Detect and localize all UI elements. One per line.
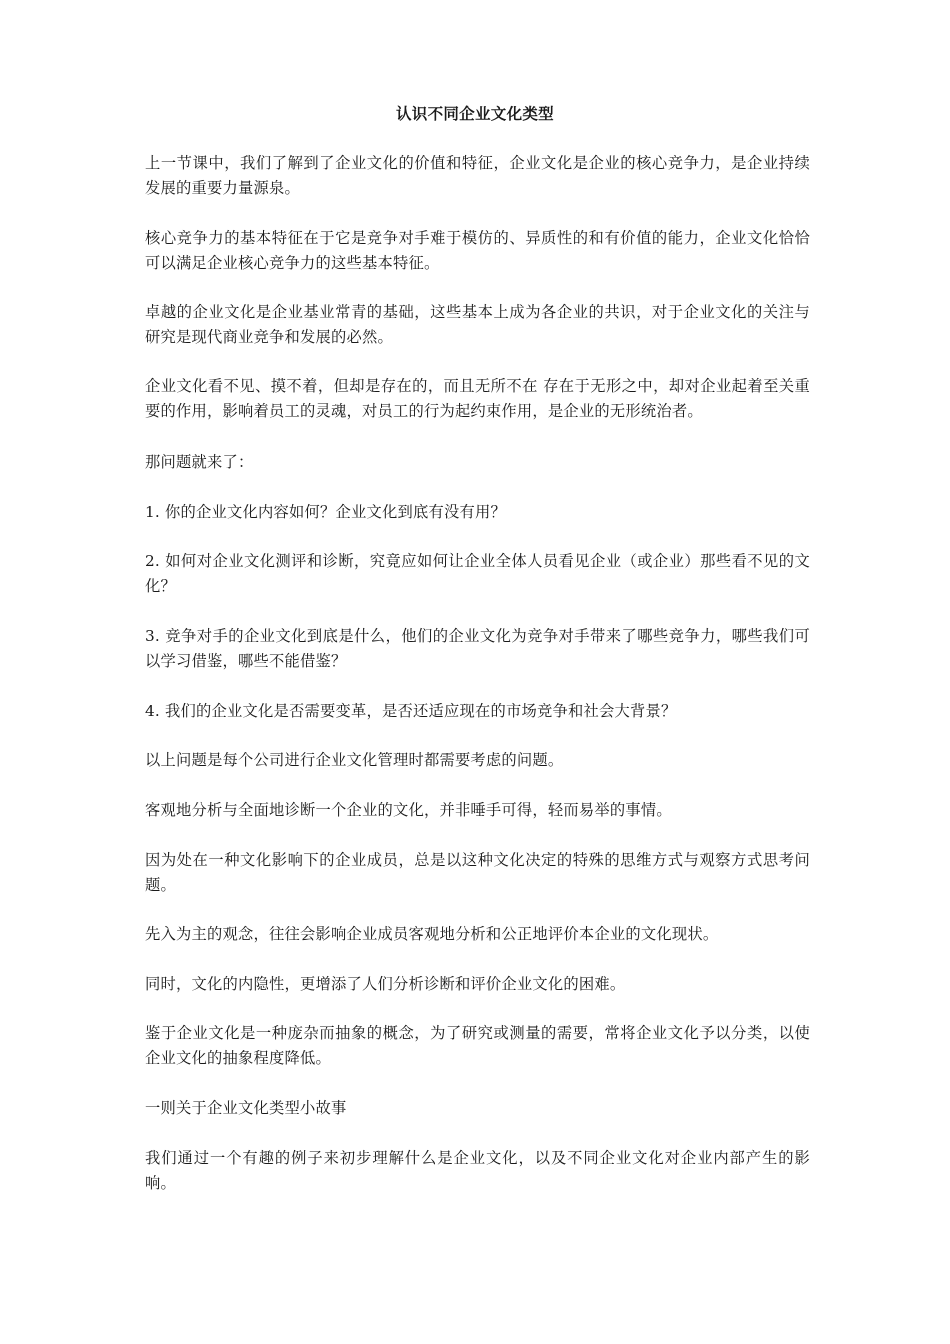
paragraph-objective-analysis: 客观地分析与全面地诊断一个企业的文化，并非唾手可得，轻而易举的事情。 xyxy=(145,801,672,819)
list-item-question-2: 2. 如何对企业文化测评和诊断，究竟应如何让企业全体人员看见企业（或企业）那些看不见的文化？ xyxy=(145,552,810,595)
paragraph-question-intro: 那问题就来了： xyxy=(145,453,254,471)
paragraph-story-intro: 我们通过一个有趣的例子来初步理解什么是企业文化，以及不同企业文化对企业内部产生的影响。 xyxy=(145,1149,810,1192)
list-item-question-3: 3. 竞争对手的企业文化到底是什么，他们的企业文化为竞争对手带来了哪些竞争力，哪些我们可以学习借鉴，哪些不能借鉴？ xyxy=(145,627,810,670)
paragraph-questions-summary: 以上问题是每个公司进行企业文化管理时都需要考虑的问题。 xyxy=(145,751,564,769)
paragraph-invisible-culture: 企业文化看不见、摸不着，但却是存在的，而且无所不在 存在于无形之中，却对企业起着至关重要的作用，影响着员工的灵魂，对员工的行为起约束作用，是企业的无形统治者。 xyxy=(145,377,810,420)
document-title: 认识不同企业文化类型 xyxy=(395,105,554,123)
paragraph-classification: 鉴于企业文化是一种庞杂而抽象的概念，为了研究或测量的需要，常将企业文化予以分类，以使企业文化的抽象程度降低。 xyxy=(145,1024,810,1067)
list-item-question-4: 4. 我们的企业文化是否需要变革，是否还适应现在的市场竞争和社会大背景？ xyxy=(145,702,677,720)
paragraph-preconception: 先入为主的观念，往往会影响企业成员客观地分析和公正地评价本企业的文化现状。 xyxy=(145,925,719,943)
paragraph-excellent-culture: 卓越的企业文化是企业基业常青的基础，这些基本上成为各企业的共识，对于企业文化的关注与研究是现代商业竞争和发展的必然。 xyxy=(145,303,810,346)
paragraph-intro: 上一节课中，我们了解到了企业文化的价值和特征，企业文化是企业的核心竞争力，是企业持续发展的重要力量源泉。 xyxy=(145,154,810,197)
paragraph-implicitness: 同时，文化的内隐性，更增添了人们分析诊断和评价企业文化的困难。 xyxy=(145,975,626,993)
paragraph-story-heading: 一则关于企业文化类型小故事 xyxy=(145,1099,347,1117)
paragraph-core-competence: 核心竞争力的基本特征在于它是竞争对手难于模仿的、异质性的和有价值的能力，企业文化恰恰可以满足企业核心竞争力的这些基本特征。 xyxy=(145,229,810,272)
list-item-question-1: 1. 你的企业文化内容如何？企业文化到底有没有用？ xyxy=(145,503,506,521)
paragraph-thinking-mode: 因为处在一种文化影响下的企业成员，总是以这种文化决定的特殊的思维方式与观察方式思考问题。 xyxy=(145,851,810,894)
